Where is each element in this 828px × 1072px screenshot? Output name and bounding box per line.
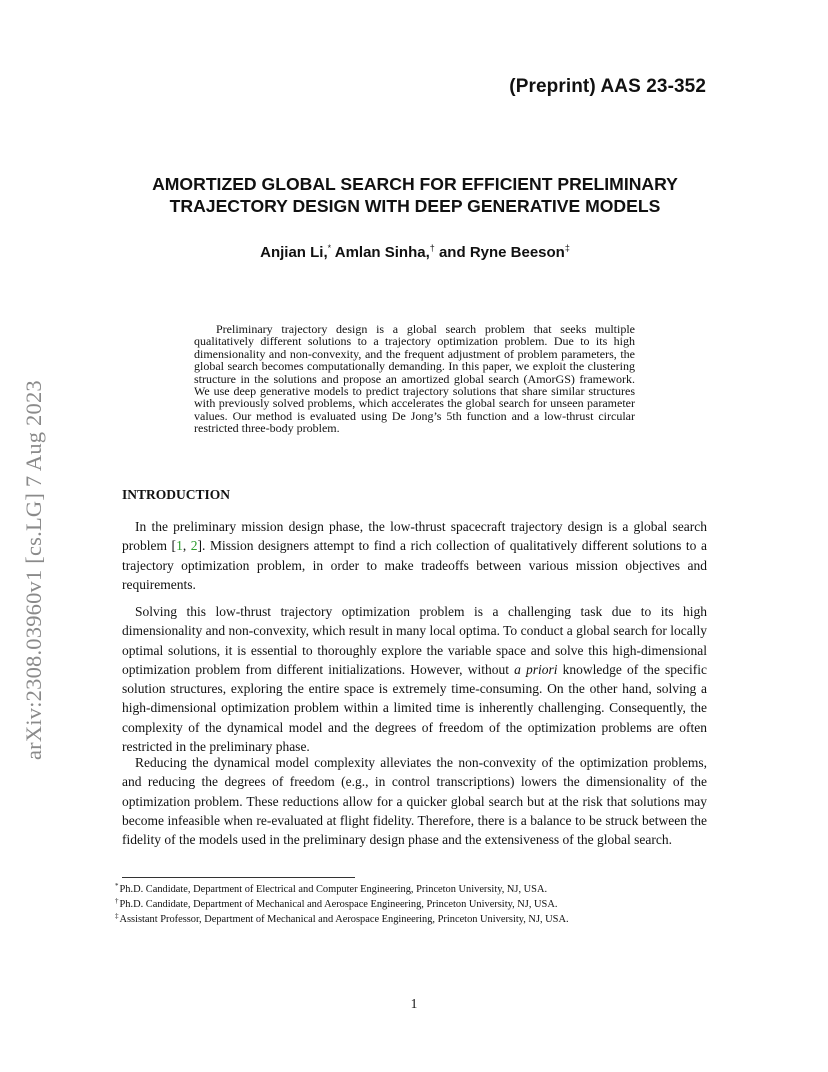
body-paragraph <box>122 517 707 594</box>
abstract: Preliminary trajectory design is a global search problem that seeks multiple qualitatively different solutions to a trajectory optimization problem. Due to its high dimensionality and non-convexity, and the frequent adjustment of problem parameters, the global search becomes computationally demanding. In this paper, we exploit the clustering structure in the solutions and propose an amortized global search (AmorGS) framework. We use deep generative models to predict trajectory solutions that share similar structures with previously solved problems, which accelerates the global search for unseen parameter values. Our method is evaluated using De Jong’s 5th function and a low-thrust circular restricted three-body problem. <box>194 322 635 436</box>
title-line-1: AMORTIZED GLOBAL SEARCH FOR EFFICIENT PRELIMINARY <box>152 174 678 194</box>
paragraph-text: In the preliminary mission design phase, the low-thrust spacecraft trajectory design is a global search problem [ <box>122 519 707 554</box>
body-paragraph <box>122 602 707 756</box>
page-number: 1 <box>410 996 418 1011</box>
author-list <box>110 243 720 261</box>
paragraph-text: knowledge of the specific solution structures, exploring the entire space is extremely time-consuming. On the other hand, solving a high-dimensional optimization problem within a limited time is inherently challenging. Consequently, the complexity of the dynamical model and the degrees of freedom of the optimization problems are often restricted in the preliminary phase. <box>122 661 708 755</box>
footnote-mark: ‡ <box>115 912 119 920</box>
italic-phrase: a priori <box>514 661 558 677</box>
arxiv-stamp-text: arXiv:2308.03960v1 [cs.LG] 7 Aug 2023 <box>21 380 46 760</box>
body-paragraph: Reducing the dynamical model complexity alleviates the non-convexity of the optimization problems, and reducing the degrees of freedom (e.g., in control transcriptions) lowers the dimensionality of the optimization problem. These reductions allow for a quicker global search but at the risk that solutions may become infeasible when re-evaluated at flight fidelity. Therefore, there is a balance to be struck between the fidelity of the models used in the preliminary design phase and the extensiveness of the global search. <box>122 755 707 848</box>
footnote-marker[interactable]: ‡ <box>564 243 570 253</box>
footnote-mark: † <box>115 897 119 905</box>
title-line-2: TRAJECTORY DESIGN WITH DEEP GENERATIVE MODELS <box>169 196 661 216</box>
paragraph-text: ]. Mission designers attempt to find a rich collection of qualitatively different solutions to a trajectory optimization problem, in order to make tradeoffs between various mission objectives and requirements. <box>122 538 707 592</box>
footnote <box>115 895 557 911</box>
author-connector: and <box>438 244 466 261</box>
citation-link[interactable]: 1 <box>176 538 183 554</box>
author-name: Amlan Sinha, <box>334 244 430 261</box>
paper-title <box>110 173 720 217</box>
citation-separator: , <box>182 538 191 554</box>
footnote-marker[interactable]: † <box>429 243 435 253</box>
citation-link[interactable]: 2 <box>190 538 198 554</box>
author-name: Anjian Li, <box>260 244 328 261</box>
footnote-text: Ph.D. Candidate, Department of Electrical and Computer Engineering, Princeton University, NJ, USA. <box>119 884 548 895</box>
footnote-text: Assistant Professor, Department of Mechanical and Aerospace Engineering, Princeton University, NJ, USA. <box>119 914 569 925</box>
footnote <box>115 880 547 896</box>
paragraph-text: Solving this low-thrust trajectory optimization problem is a challenging task due to its high dimensionality and non-convexity, which result in many local optima. To conduct a global search for locally optimal solutions, it is essential to thoroughly explore the variable space and solve this high-dimensional optimization problem from different initializations. However, without <box>122 604 707 677</box>
author-name: Ryne Beeson <box>469 244 565 261</box>
footnote-marker[interactable]: * <box>327 243 332 253</box>
footnote-divider <box>122 877 355 878</box>
preprint-label: (Preprint) AAS 23-352 <box>509 76 706 97</box>
arxiv-stamp <box>23 290 45 760</box>
footnote <box>115 910 569 926</box>
section-heading: INTRODUCTION <box>122 487 231 502</box>
footnote-text: Ph.D. Candidate, Department of Mechanical and Aerospace Engineering, Princeton University, NJ, USA. <box>119 899 558 910</box>
footnote-mark: * <box>115 882 119 890</box>
